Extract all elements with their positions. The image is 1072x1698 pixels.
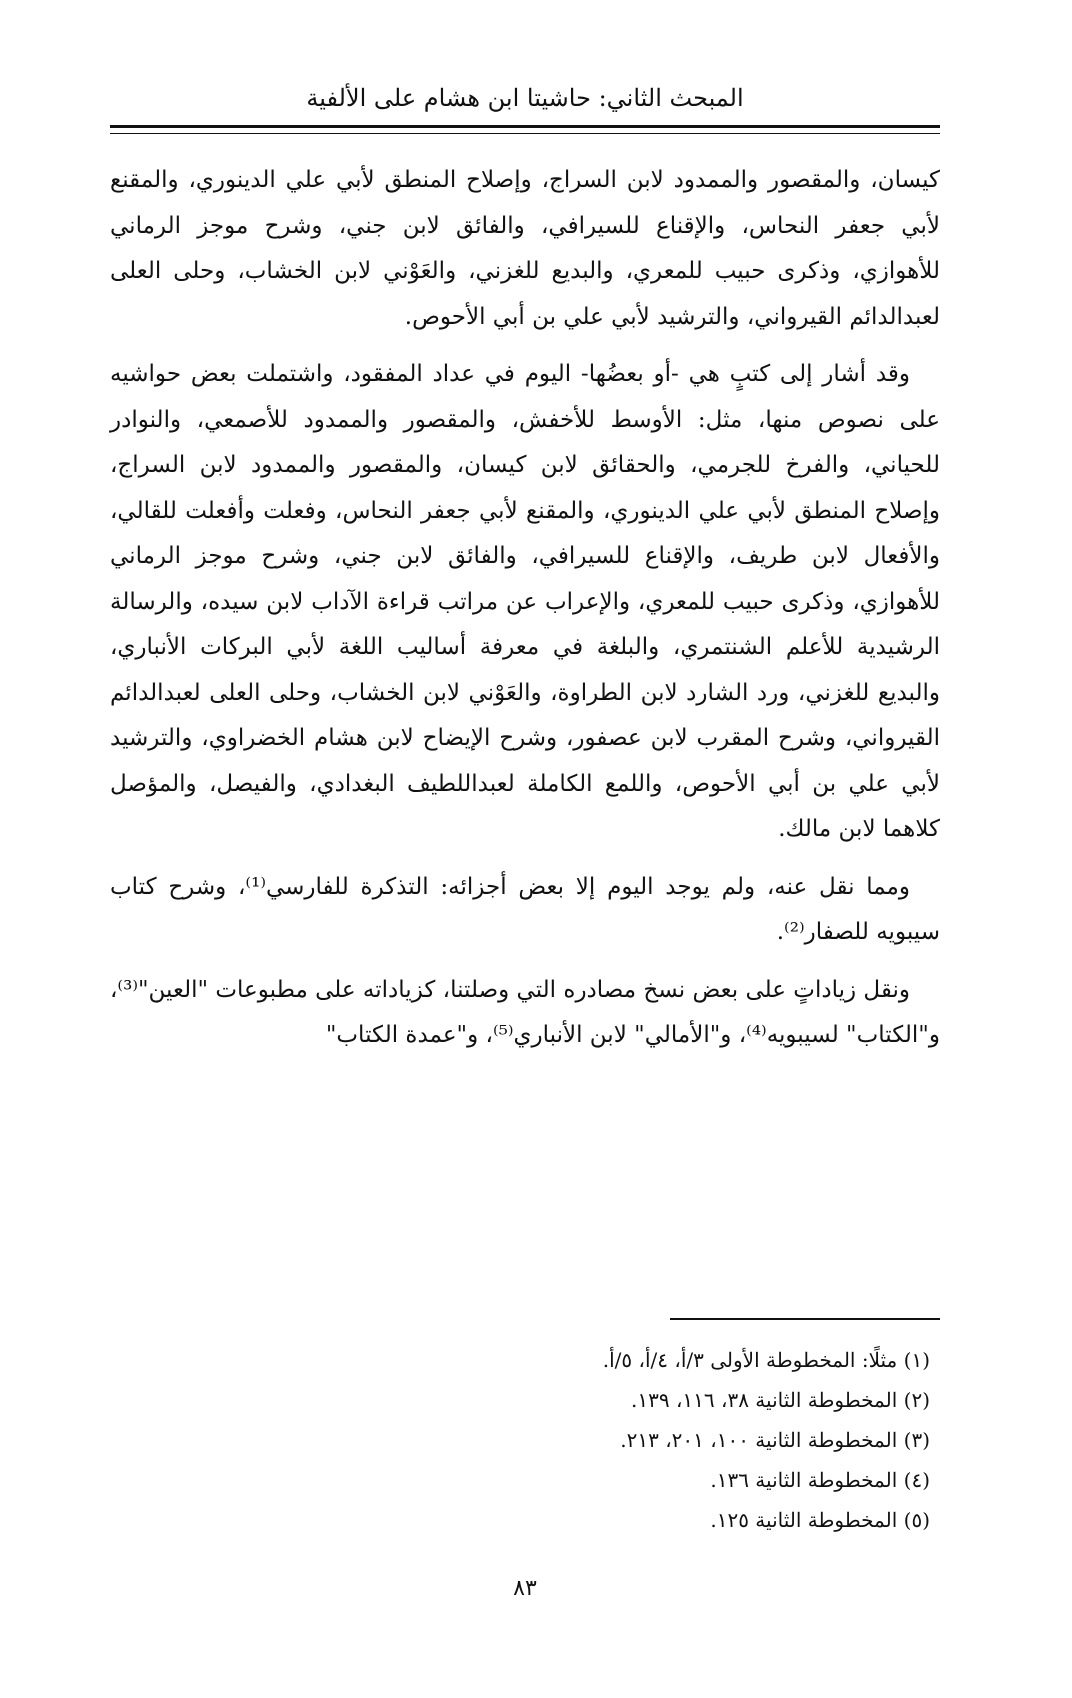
header-rule-thick — [110, 125, 940, 128]
body-text — [110, 158, 940, 1071]
footnote: (٢) المخطوطة الثانية ٣٨، ١١٦، ١٣٩. — [631, 1388, 930, 1412]
footnote: (١) مثلًا: المخطوطة الأولى ٣/أ، ٤/أ، ٥/أ. — [602, 1348, 930, 1372]
footnotes — [110, 1340, 930, 1540]
paragraph: وقد أشار إلى كتبٍ هي -أو بعضُها- اليوم في عداد المفقود، واشتملت بعض حواشيه على نصوص منها، مثل: الأوسط للأخفش، والمقصور والممدود للأصمعي، والنوادر للحياني، والفرخ للجرمي، والحقائق لابن كيسان، والمقصور والممدود لابن السراج، وإصلاح المنطق لأبي علي الدينوري، والمقنع لأبي جعفر النحاس، وفعلت وأفعلت للقالي، والأفعال لابن طريف، والإقناع للسيرافي، والفائق لابن جني، وشرح موجز الرماني للأهوازي، وذكرى حبيب للمعري، والإعراب عن مراتب قراءة الآداب لابن سيده، والرسالة الرشيدية للأعلم الشنتمري، والبلغة في معرفة أساليب اللغة لأبي البركات الأنباري، والبديع للغزني، ورد الشارد لابن الطراوة، والعَوْني لابن الخشاب، وحلى العلى لعبدالدائم القيرواني، وشرح المقرب لابن عصفور، وشرح الإيضاح لابن هشام الخضراوي، والترشيد لأبي علي بن أبي الأحوص، واللمع الكاملة لعبداللطيف البغدادي، والفيصل، والمؤصل كلاهما لابن مالك. — [110, 361, 940, 842]
footnote: (٥) المخطوطة الثانية ١٢٥. — [710, 1508, 930, 1532]
footnote: (٤) المخطوطة الثانية ١٣٦. — [710, 1468, 930, 1492]
page-number: ٨٣ — [513, 1576, 537, 1601]
paragraph: ونقل زياداتٍ على بعض نسخ مصادره التي وصلتنا، كزياداته على مطبوعات "العين"⁽³⁾، و"الكتاب" لسيبويه⁽⁴⁾، و"الأمالي" لابن الأنباري⁽⁵⁾، و"عمدة الكتاب" — [110, 976, 940, 1048]
footnote-separator — [670, 1318, 940, 1320]
running-header-title: المبحث الثاني: حاشيتا ابن هشام على الألفية — [306, 84, 744, 112]
paragraph: كيسان، والمقصور والممدود لابن السراج، وإصلاح المنطق لأبي علي الدينوري، والمقنع لأبي جعفر النحاس، والإقناع للسيرافي، والفائق لابن جني، وشرح موجز الرماني للأهوازي، وذكرى حبيب للمعري، والبديع للغزني، والعَوْني لابن الخشاب، وحلى العلى لعبدالدائم القيرواني، والترشيد لأبي علي بن أبي الأحوص. — [110, 167, 940, 330]
header-rule-thin — [110, 133, 940, 134]
footnote: (٣) المخطوطة الثانية ١٠٠، ٢٠١، ٢١٣. — [620, 1428, 930, 1452]
paragraph: ومما نقل عنه، ولم يوجد اليوم إلا بعض أجزائه: التذكرة للفارسي⁽¹⁾، وشرح كتاب سيبويه للصفار⁽²⁾. — [110, 873, 940, 945]
